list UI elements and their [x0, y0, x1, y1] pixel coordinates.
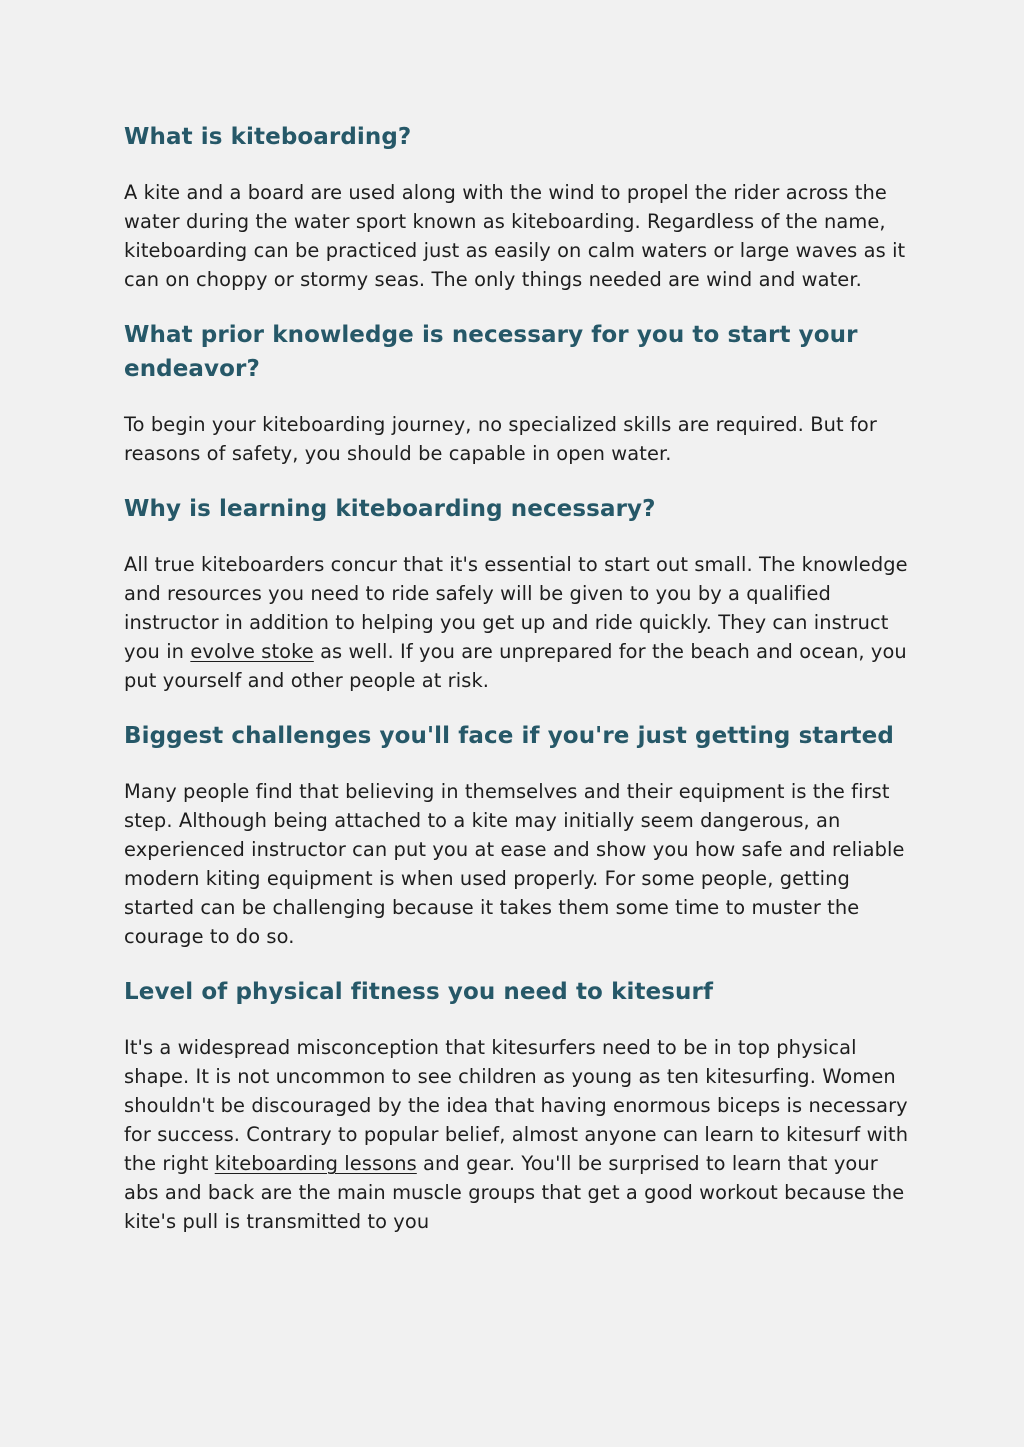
paragraph-why-learning — [124, 550, 914, 695]
paragraph-text: as well. If you are unprepared for the beach and ocean, you put yourself and other people at risk. — [124, 640, 907, 692]
paragraph-text: and gear. You'll be surprised to learn that your abs and back are the main muscle groups that get a good workout because the kite's pull is transmitted to you — [124, 1152, 905, 1233]
kiteboarding-lessons-link[interactable]: kiteboarding lessons — [214, 1152, 417, 1175]
paragraph-prior-knowledge: To begin your kiteboarding journey, no specialized skills are required. But for reasons of safety, you should be capable in open water. — [124, 413, 877, 465]
article-content — [124, 120, 914, 1260]
heading-physical-fitness: Level of physical fitness you need to kitesurf — [124, 979, 714, 1005]
paragraph-text: All true kiteboarders concur that it's essential to start out small. The knowledge and resources you need to ride safely will be given to you by a qualified instructor in addition to helping you get up and ride quickly. They can instruct you in — [124, 553, 908, 663]
paragraph-physical-fitness — [124, 1033, 914, 1236]
heading-prior-knowledge: What prior knowledge is necessary for you to start your endeavor? — [124, 322, 858, 382]
paragraph-text: It's a widespread misconception that kitesurfers need to be in top physical shape. It is not uncommon to see children as young as ten kitesurfing. Women shouldn't be discouraged by the idea that having enormous biceps is necessary for success. Contrary to popular belief, almost anyone can learn to kitesurf with the right — [124, 1036, 909, 1175]
evolve-stoke-link[interactable]: evolve stoke — [190, 640, 314, 663]
heading-why-learning: Why is learning kiteboarding necessary? — [124, 496, 656, 522]
paragraph-biggest-challenges: Many people find that believing in themselves and their equipment is the first step. Although being attached to a kite may initially seem dangerous, an experienced instructor can put you at ease and show you how safe and reliable modern kiting equipment is when used properly. For some people, getting started can be challenging because it takes them some time to muster the courage to do so. — [124, 780, 905, 948]
paragraph-what-is-kiteboarding: A kite and a board are used along with the wind to propel the rider across the water during the water sport known as kiteboarding. Regardless of the name, kiteboarding can be practiced just as easily on calm waters or large waves as it can on choppy or stormy seas. The only things needed are wind and water. — [124, 181, 906, 291]
heading-biggest-challenges: Biggest challenges you'll face if you're just getting started — [124, 723, 894, 749]
heading-what-is-kiteboarding: What is kiteboarding? — [124, 124, 412, 150]
